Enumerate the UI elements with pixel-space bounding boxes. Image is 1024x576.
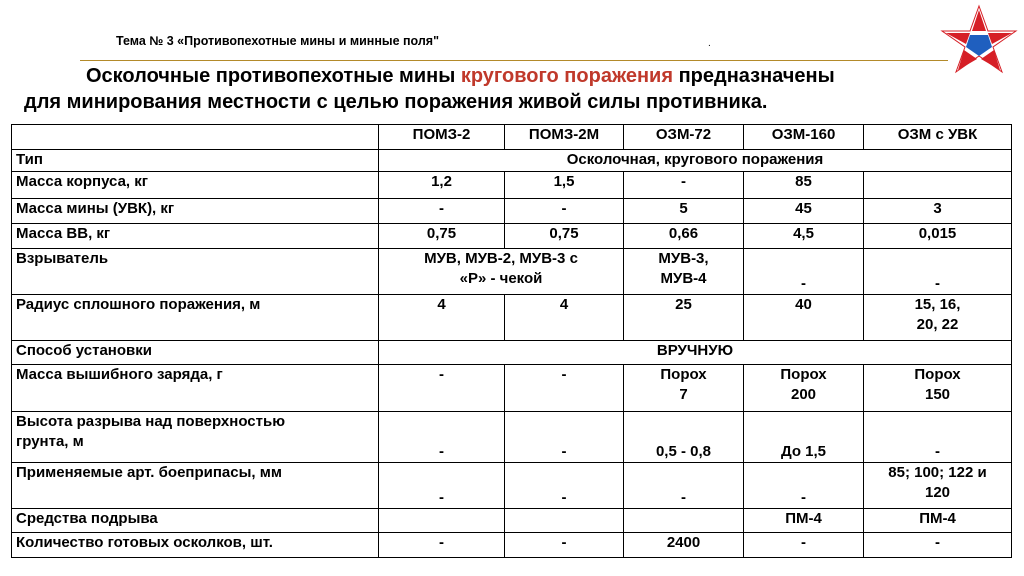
header-cell-ozm-72: ОЗМ-72 [624,125,744,150]
row-label: Способ установки [12,341,379,365]
table-cell [744,365,864,412]
heading-line-1-before: Осколочные противопехотные мины [86,65,461,87]
table-cell: - [624,172,744,199]
table-cell: 5 [624,199,744,224]
table-row-height [12,412,1012,463]
row-label: Средства подрыва [12,509,379,533]
heading-line-2: для минирования местности с целью поражения живой силы противника. [24,91,768,113]
table-cell [379,509,505,533]
cell-line: «Р» - чекой [459,270,543,287]
table-cell: - [505,533,624,558]
header-cell-pomz-2m: ПОМЗ-2М [505,125,624,150]
table-row-fragments [12,533,1012,558]
header-cell-empty [12,125,379,150]
cell-line: Порох [660,366,707,383]
table-cell: - [744,533,864,558]
table-row-radius [12,295,1012,341]
table-row-ammo [12,463,1012,509]
table-header-row [12,125,1012,150]
table-cell: 4 [505,295,624,341]
cell-line: 85; 100; 122 и [888,464,987,481]
table-cell: 25 [624,295,744,341]
table-cell: - [379,365,505,412]
table-row-type [12,150,1012,172]
table-cell: 85 [744,172,864,199]
header-cell-ozm-160: ОЗМ-160 [744,125,864,150]
table-cell: - [379,412,505,463]
table-cell [864,463,1012,509]
cell-line: Порох [914,366,961,383]
table-cell [624,365,744,412]
header-cell-pomz-2: ПОМЗ-2 [379,125,505,150]
table-cell: ПМ-4 [864,509,1012,533]
row-label: Применяемые арт. боеприпасы, мм [12,463,379,509]
cell-line: грунта, м [16,433,84,450]
table-cell: 3 [864,199,1012,224]
cell-line: МУВ-4 [660,270,707,287]
table-cell: 2400 [624,533,744,558]
cell-line: 20, 22 [916,316,959,333]
row-label: Масса мины (УВК), кг [12,199,379,224]
merged-cell: ВРУЧНУЮ [379,341,1012,365]
row-label: Масса вышибного заряда, г [12,365,379,412]
merged-cell [379,249,624,295]
cell-line: 7 [679,386,688,403]
table-cell: - [864,412,1012,463]
table-cell: - [624,463,744,509]
cell-line: 120 [924,484,951,501]
table-row-install [12,341,1012,365]
table-row-mine-mass [12,199,1012,224]
table-cell: 45 [744,199,864,224]
merged-cell: Осколочная, кругового поражения [379,150,1012,172]
cell-line: 200 [790,386,817,403]
table-cell: - [744,249,864,295]
table-cell [624,249,744,295]
table-cell [864,295,1012,341]
table-cell: 0,66 [624,224,744,249]
table-cell: - [864,533,1012,558]
cell-line: МУВ, МУВ-2, МУВ-3 с [424,250,578,267]
heading-line-1 [24,63,1014,89]
table-cell: 1,5 [505,172,624,199]
table-cell: 40 [744,295,864,341]
table-row-explosive-mass [12,224,1012,249]
table-cell: 4 [379,295,505,341]
table-cell: 0,75 [505,224,624,249]
slide-heading [24,63,1014,115]
table-cell [864,365,1012,412]
header-dot: . [708,38,711,49]
row-label: Тип [12,150,379,172]
cell-line: 15, 16, [914,296,961,313]
table-cell: - [505,412,624,463]
row-label: Масса корпуса, кг [12,172,379,199]
cell-line: 150 [924,386,951,403]
table-cell: - [379,199,505,224]
table-cell: - [864,249,1012,295]
table-cell: 0,015 [864,224,1012,249]
row-label: Взрыватель [12,249,379,295]
table-cell: - [505,365,624,412]
table-cell: - [379,463,505,509]
row-label: Масса ВВ, кг [12,224,379,249]
table-cell: До 1,5 [744,412,864,463]
heading-line-1-after: предназначены [673,65,835,87]
table-row-body-mass [12,172,1012,199]
cell-line: Порох [780,366,827,383]
table-row-charge [12,365,1012,412]
row-label: Радиус сплошного поражения, м [12,295,379,341]
table-cell [864,172,1012,199]
table-cell: 0,75 [379,224,505,249]
row-label: Количество готовых осколков, шт. [12,533,379,558]
mines-spec-table [11,124,1012,558]
topic-title: Тема № 3 «Противопехотные мины и минные поля" [116,34,440,48]
table-cell: 1,2 [379,172,505,199]
table-cell [505,509,624,533]
table-cell: - [505,463,624,509]
row-label [12,412,379,463]
heading-highlight: кругового поражения [460,65,674,87]
header-divider [80,60,948,61]
table-cell: - [379,533,505,558]
header-cell-ozm-uvk: ОЗМ с УВК [864,125,1012,150]
table-cell: 4,5 [744,224,864,249]
table-cell [624,509,744,533]
table-row-detonation [12,509,1012,533]
table-row-fuze [12,249,1012,295]
table-cell: 0,5 - 0,8 [624,412,744,463]
cell-line: Высота разрыва над поверхностью [16,413,286,430]
cell-line: МУВ-3, [658,250,709,267]
table-cell: ПМ-4 [744,509,864,533]
table-cell: - [744,463,864,509]
table-cell: - [505,199,624,224]
